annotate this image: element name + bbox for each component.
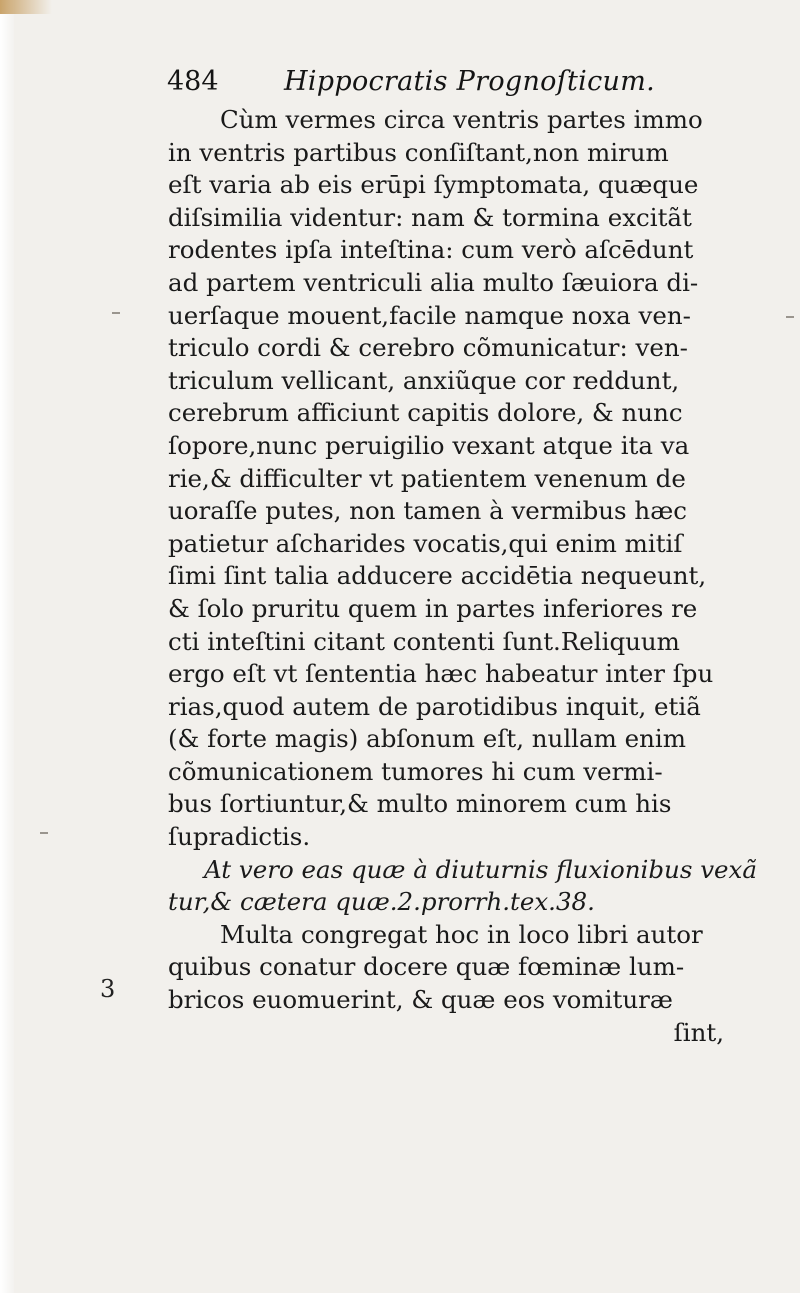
- margin-note: 3: [100, 975, 116, 1003]
- text-line: cerebrum afficiunt capitis dolore, & nunc: [168, 398, 683, 428]
- text-line: Multa congregat hoc in loco libri autor: [220, 919, 703, 949]
- text-line: in ventris partibus conſiſtant,non mirum: [168, 137, 669, 167]
- text-line: uerſaque mouent,facile namque noxa ven-: [168, 300, 691, 330]
- margin-tick: [40, 832, 48, 834]
- text-line: rie,& difficulter vt patientem venenum de: [168, 463, 686, 493]
- text-line: cti inteſtini citant contenti ſunt.Reliquum: [168, 626, 680, 656]
- text-line: ad partem ventriculi alia multo ſæuiora di-: [168, 267, 699, 297]
- margin-tick: [786, 316, 794, 318]
- text-line: bus ſortiuntur,& multo minorem cum his: [168, 789, 672, 819]
- text-line: Cùm vermes circa ventris partes immo: [220, 105, 703, 134]
- page-header: [167, 66, 727, 106]
- text-line: At vero eas quæ à diuturnis fluxionibus vexã: [204, 854, 757, 884]
- text-line: bricos euomuerint, & quæ eos vomituræ: [168, 985, 673, 1015]
- text-line: ſupradictis.: [168, 822, 311, 852]
- text-line: triculum vellicant, anxiũque cor reddunt,: [168, 365, 680, 395]
- text-line: rodentes ipſa inteſtina: cum verò aſcēdunt: [168, 235, 694, 265]
- text-line: tur,& cætera quæ.2.prorrh.tex.38.: [168, 887, 595, 917]
- running-title: Hippocratis Prognoſticum.: [284, 66, 655, 97]
- text-line: ſopore,nunc peruigilio vexant atque ita va: [168, 430, 690, 460]
- text-line: diſsimilia videntur: nam & tormina excitãt: [168, 202, 692, 232]
- text-line: rias,quod autem de parotidibus inquit, etiã: [168, 691, 701, 721]
- text-line: (& forte magis) abſonum eſt, nullam enim: [168, 724, 686, 754]
- text-line: triculo cordi & cerebro cõmunicatur: ven-: [168, 333, 688, 363]
- text-line: & ſolo pruritu quem in partes inferiores re: [168, 593, 698, 623]
- corner-stain: [0, 0, 52, 14]
- text-line: quibus conatur docere quæ fœminæ lum-: [168, 952, 685, 982]
- body-text: [168, 104, 768, 1049]
- text-line: ſint,: [673, 1017, 724, 1047]
- page-gutter-shade: [0, 0, 14, 1293]
- text-line: cõmunicationem tumores hi cum vermi-: [168, 756, 663, 786]
- margin-tick: [112, 312, 120, 314]
- text-line: patietur aſcharides vocatis,qui enim mitiſ: [168, 528, 683, 558]
- text-line: ergo eſt vt ſententia hæc habeatur inter ſpu: [168, 659, 714, 689]
- text-line: uoraſſe putes, non tamen à vermibus hæc: [168, 496, 687, 526]
- text-line: ſimi ſint talia adducere accidētia nequeunt,: [168, 561, 707, 591]
- text-line: eſt varia ab eis erūpi ſymptomata, quæque: [168, 170, 699, 200]
- page-number: 484: [167, 66, 219, 97]
